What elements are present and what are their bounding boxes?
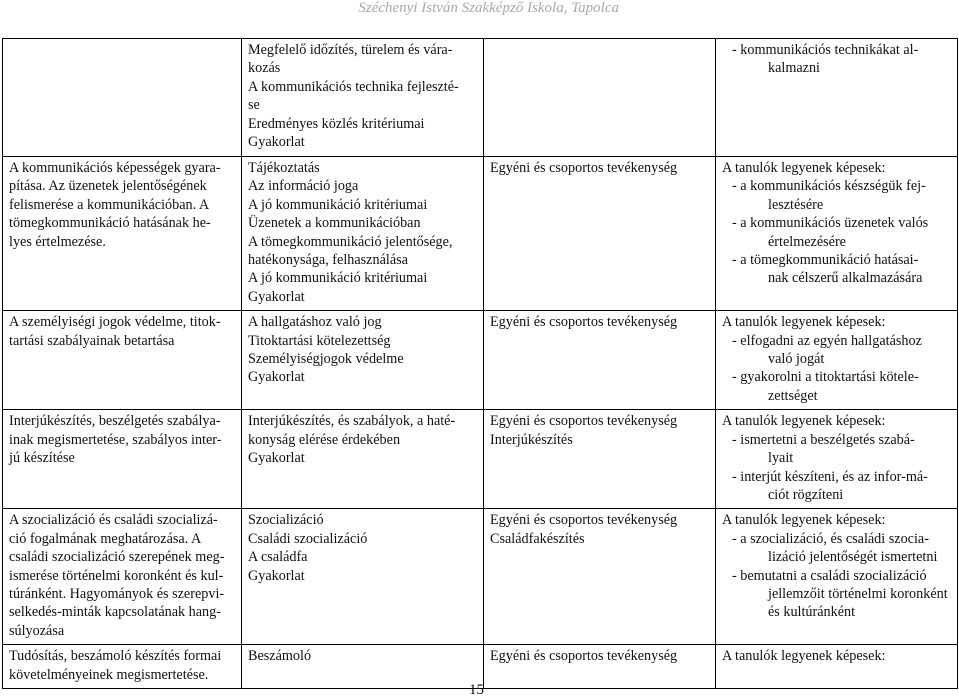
bullet-line: és kultúránként — [768, 604, 856, 621]
cell-line: kozás — [248, 60, 281, 77]
cell-line: Titoktartási kötelezettség — [248, 332, 391, 349]
cell-c4 — [716, 645, 958, 689]
cell-c2 — [242, 410, 484, 509]
table-row — [3, 311, 958, 410]
cell-c3 — [484, 410, 716, 509]
cell-c3 — [484, 645, 716, 689]
cell-line: Beszámoló — [248, 648, 312, 665]
table-row — [3, 509, 958, 645]
bullet-line: - gyakorolni a titoktartási kötele- — [732, 369, 919, 386]
cell-c4 — [716, 410, 958, 509]
cell-line: lyes értelmezése. — [9, 233, 106, 250]
cell-line: A szocializáció és családi szocializá- — [9, 512, 218, 529]
cell-line: Üzenetek a kommunikációban — [248, 215, 421, 232]
cell-line: Családi szocializáció — [248, 530, 368, 547]
cell-line: Eredményes közlés kritériumai — [248, 115, 425, 132]
cell-c4 — [716, 509, 958, 645]
bullet-line: - bemutatni a családi szocializáció — [732, 567, 927, 584]
cell-c4 — [716, 157, 958, 311]
cell-c3 — [484, 39, 716, 157]
cell-line: Tájékoztatás — [248, 160, 320, 176]
competency-intro: A tanulók legyenek képesek: — [722, 648, 886, 665]
cell-line: A családfa — [248, 549, 308, 566]
page-number: 15 — [469, 682, 484, 698]
cell-c3 — [484, 157, 716, 311]
cell-line: A kommunikációs technika fejleszté- — [248, 78, 459, 95]
bullet-line: - ismertetni a beszélgetés szabá- — [732, 431, 915, 448]
page-header: Széchenyi István Szakképző Iskola, Tapolca — [358, 0, 619, 16]
table-row — [3, 157, 958, 311]
cell-line: Egyéni és csoportos tevékenység — [490, 512, 678, 529]
cell-line: ció fogalmának meghatározása. A — [9, 530, 202, 547]
curriculum-table — [2, 38, 958, 689]
cell-c2 — [242, 157, 484, 311]
cell-line: Egyéni és csoportos tevékenység — [490, 413, 678, 430]
competency-bullet — [722, 41, 951, 78]
competency-intro: A tanulók legyenek képesek: — [722, 413, 886, 430]
cell-line: A kommunikációs képességek gyara- — [9, 160, 221, 176]
bullet-line: - a kommunikációs készségük fej- — [732, 178, 926, 195]
competency-intro: A tanulók legyenek képesek: — [722, 314, 886, 331]
cell-line: családi szocializáció szerepének meg- — [9, 549, 225, 566]
cell-line: Családfakészítés — [490, 530, 585, 547]
competency-bullet — [722, 368, 951, 405]
competency-intro: A tanulók legyenek képesek: — [722, 160, 886, 176]
cell-c1 — [3, 410, 242, 509]
cell-c1 — [3, 157, 242, 311]
cell-line: A jó kommunikáció kritériumai — [248, 196, 428, 213]
cell-c2 — [242, 509, 484, 645]
cell-line: konyság elérése érdekében — [248, 431, 401, 448]
cell-c1 — [3, 39, 242, 157]
cell-line: Személyiségjogok védelme — [248, 351, 404, 368]
cell-line: Gyakorlat — [248, 450, 305, 467]
bullet-line: értelmezésére — [768, 233, 846, 250]
cell-c2 — [242, 39, 484, 157]
cell-line: Gyakorlat — [248, 567, 305, 584]
bullet-line: lyait — [768, 450, 794, 467]
cell-line: selkedés-minták kapcsolatának hang- — [9, 604, 221, 621]
cell-line: Megfelelő időzítés, türelem és vára- — [248, 42, 453, 58]
cell-line: Interjúkészítés, beszélgetés szabálya- — [9, 413, 221, 430]
competency-bullet — [722, 468, 951, 505]
cell-line: A hallgatáshoz való jog — [248, 314, 382, 331]
cell-line: Tudósítás, beszámoló készítés formai — [9, 648, 222, 665]
competency-intro: A tanulók legyenek képesek: — [722, 512, 886, 529]
bullet-line: - elfogadni az egyén hallgatáshoz — [732, 332, 922, 349]
cell-line: se — [248, 97, 260, 114]
table-row — [3, 410, 958, 509]
bullet-line: - a szocializáció, és családi szocia- — [732, 530, 929, 547]
bullet-line: való jogát — [768, 351, 825, 368]
competency-bullet — [722, 431, 951, 468]
cell-line: Gyakorlat — [248, 288, 305, 305]
competency-bullet — [722, 177, 951, 214]
bullet-line: nak célszerű alkalmazására — [768, 270, 923, 287]
table-row — [3, 39, 958, 157]
cell-line: követelményeinek megismertetése. — [9, 666, 209, 683]
cell-line: A jó kommunikáció kritériumai — [248, 270, 428, 287]
cell-line: ismerése történelmi koronként és kul- — [9, 567, 224, 584]
cell-line: A személyiségi jogok védelme, titok- — [9, 314, 221, 331]
cell-line: súlyozása — [9, 622, 65, 639]
cell-line: Egyéni és csoportos tevékenység — [490, 314, 678, 331]
competency-bullet — [722, 567, 951, 622]
bullet-line: lizáció jelentőségét ismertetni — [768, 549, 938, 566]
cell-line: Szocializáció — [248, 512, 324, 529]
bullet-line: jellemzőit történelmi koronként — [768, 585, 948, 602]
cell-line: Interjúkészítés, és szabályok, a haté- — [248, 413, 456, 430]
cell-line: inak megismertetése, szabályos inter- — [9, 431, 222, 448]
cell-line: Egyéni és csoportos tevékenység — [490, 160, 678, 176]
competency-bullet — [722, 530, 951, 567]
cell-c1 — [3, 645, 242, 689]
bullet-line: - kommunikációs technikákat al- — [732, 42, 919, 58]
cell-line: tartási szabályainak betartása — [9, 332, 175, 349]
bullet-line: - interjút készíteni, és az infor-má- — [732, 468, 928, 485]
cell-line: pítása. Az üzenetek jelentőségének — [9, 178, 207, 195]
cell-line: Gyakorlat — [248, 134, 305, 151]
cell-c1 — [3, 509, 242, 645]
bullet-line: lesztésére — [768, 196, 824, 213]
bullet-line: zettséget — [768, 387, 818, 404]
cell-c3 — [484, 311, 716, 410]
competency-bullet — [722, 332, 951, 369]
cell-line: túránként. Hagyományok és szerepvi- — [9, 585, 225, 602]
bullet-line: kalmazni — [768, 60, 820, 77]
bullet-line: ciót rögzíteni — [768, 486, 844, 503]
competency-bullet — [722, 251, 951, 288]
cell-c4 — [716, 39, 958, 157]
cell-line: Egyéni és csoportos tevékenység — [490, 648, 678, 665]
cell-line: Interjúkészítés — [490, 431, 573, 448]
cell-c1 — [3, 311, 242, 410]
cell-line: jú készítése — [9, 450, 75, 467]
bullet-line: - a kommunikációs üzenetek valós — [732, 215, 929, 232]
cell-line: tömegkommunikáció hatásának he- — [9, 215, 211, 232]
cell-line: hatékonysága, felhasználása — [248, 252, 408, 269]
cell-line: Az információ joga — [248, 178, 359, 195]
cell-line: Gyakorlat — [248, 369, 305, 386]
bullet-line: - a tömegkommunikáció hatásai- — [732, 252, 919, 269]
cell-c4 — [716, 311, 958, 410]
cell-line: A tömegkommunikáció jelentősége, — [248, 233, 453, 250]
cell-c3 — [484, 509, 716, 645]
competency-bullet — [722, 214, 951, 251]
cell-c2 — [242, 645, 484, 689]
cell-line: felismerése a kommunikációban. A — [9, 196, 210, 213]
cell-c2 — [242, 311, 484, 410]
